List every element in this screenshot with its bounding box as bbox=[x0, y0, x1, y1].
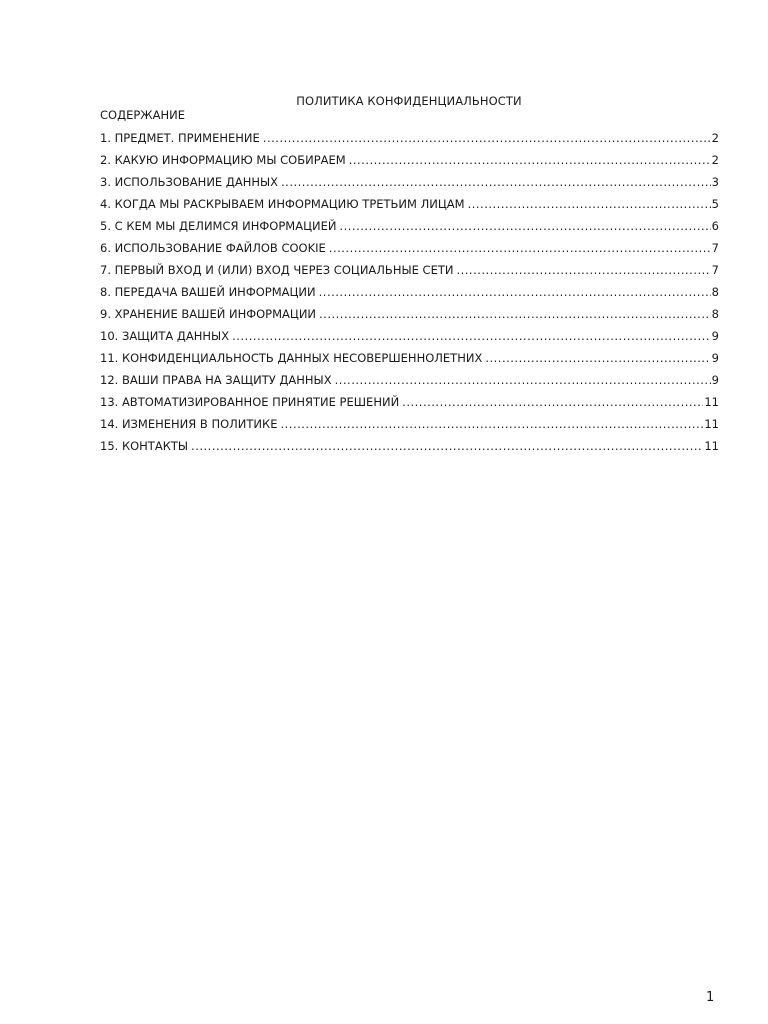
toc-entry-label: 3. ИСПОЛЬЗОВАНИЕ ДАННЫХ bbox=[100, 175, 279, 189]
toc-entry-page: 11 bbox=[704, 417, 719, 431]
toc-entry[interactable] bbox=[100, 128, 719, 150]
toc-dot-leader bbox=[456, 260, 710, 280]
toc-dot-leader bbox=[319, 282, 711, 302]
toc-dot-leader bbox=[319, 304, 711, 324]
toc-entry-label: 2. КАКУЮ ИНФОРМАЦИЮ МЫ СОБИРАЕМ bbox=[100, 153, 346, 167]
toc-dot-leader bbox=[191, 436, 703, 456]
toc-entry[interactable] bbox=[100, 172, 719, 194]
toc-dot-leader bbox=[349, 150, 711, 170]
toc-entry[interactable] bbox=[100, 150, 719, 172]
toc-entry-label: 11. КОНФИДЕНЦИАЛЬНОСТЬ ДАННЫХ НЕСОВЕРШЕННОЛЕТНИХ bbox=[100, 351, 483, 365]
toc-entry-page: 11 bbox=[704, 439, 719, 453]
toc-entry-page: 2 bbox=[711, 153, 719, 167]
toc-entry[interactable] bbox=[100, 326, 719, 348]
toc-dot-leader bbox=[232, 326, 711, 346]
toc-entry[interactable] bbox=[100, 348, 719, 370]
table-of-contents bbox=[100, 128, 719, 458]
toc-entry-page: 11 bbox=[704, 395, 719, 409]
toc-entry[interactable] bbox=[100, 304, 719, 326]
toc-entry-page: 5 bbox=[711, 197, 719, 211]
toc-entry-page: 8 bbox=[711, 307, 719, 321]
toc-entry-page: 7 bbox=[711, 241, 719, 255]
toc-entry[interactable] bbox=[100, 194, 719, 216]
toc-entry-label: 10. ЗАЩИТА ДАННЫХ bbox=[100, 329, 230, 343]
toc-entry-page: 6 bbox=[711, 219, 719, 233]
toc-entry-page: 7 bbox=[711, 263, 719, 277]
toc-entry-label: 13. АВТОМАТИЗИРОВАННОЕ ПРИНЯТИЕ РЕШЕНИЙ bbox=[100, 395, 400, 409]
toc-entry-label: 1. ПРЕДМЕТ. ПРИМЕНЕНИЕ bbox=[100, 131, 260, 145]
page-number: 1 bbox=[706, 990, 715, 1005]
toc-entry[interactable] bbox=[100, 370, 719, 392]
toc-entry-page: 2 bbox=[711, 131, 719, 145]
toc-entry[interactable] bbox=[100, 216, 719, 238]
toc-dot-leader bbox=[329, 238, 711, 258]
toc-dot-leader bbox=[335, 370, 711, 390]
toc-entry[interactable] bbox=[100, 414, 719, 436]
document-title: ПОЛИТИКА КОНФИДЕНЦИАЛЬНОСТИ bbox=[296, 94, 522, 108]
toc-entry[interactable] bbox=[100, 282, 719, 304]
toc-entry-page: 9 bbox=[711, 351, 719, 365]
toc-dot-leader bbox=[339, 216, 710, 236]
toc-entry-label: 14. ИЗМЕНЕНИЯ В ПОЛИТИКЕ bbox=[100, 417, 278, 431]
toc-entry-page: 9 bbox=[711, 329, 719, 343]
toc-entry-page: 8 bbox=[711, 285, 719, 299]
toc-entry[interactable] bbox=[100, 436, 719, 458]
toc-entry-label: 5. С КЕМ МЫ ДЕЛИМСЯ ИНФОРМАЦИЕЙ bbox=[100, 219, 337, 233]
toc-dot-leader bbox=[468, 194, 711, 214]
toc-heading: СОДЕРЖАНИЕ bbox=[100, 108, 186, 122]
toc-dot-leader bbox=[280, 414, 703, 434]
toc-dot-leader bbox=[402, 392, 703, 412]
toc-entry-label: 4. КОГДА МЫ РАСКРЫВАЕМ ИНФОРМАЦИЮ ТРЕТЬИМ ЛИЦАМ bbox=[100, 197, 465, 211]
toc-entry-label: 15. КОНТАКТЫ bbox=[100, 439, 189, 453]
toc-dot-leader bbox=[281, 172, 711, 192]
toc-entry-label: 7. ПЕРВЫЙ ВХОД И (ИЛИ) ВХОД ЧЕРЕЗ СОЦИАЛЬНЫЕ СЕТИ bbox=[100, 263, 454, 277]
toc-entry-label: 9. ХРАНЕНИЕ ВАШЕЙ ИНФОРМАЦИИ bbox=[100, 307, 317, 321]
toc-entry-label: 12. ВАШИ ПРАВА НА ЗАЩИТУ ДАННЫХ bbox=[100, 373, 332, 387]
toc-entry-page: 3 bbox=[711, 175, 719, 189]
toc-entry-label: 8. ПЕРЕДАЧА ВАШЕЙ ИНФОРМАЦИИ bbox=[100, 285, 316, 299]
toc-entry-page: 9 bbox=[711, 373, 719, 387]
toc-entry[interactable] bbox=[100, 392, 719, 414]
toc-entry[interactable] bbox=[100, 238, 719, 260]
toc-dot-leader bbox=[263, 128, 711, 148]
toc-entry[interactable] bbox=[100, 260, 719, 282]
toc-entry-label: 6. ИСПОЛЬЗОВАНИЕ ФАЙЛОВ COOKIE bbox=[100, 241, 326, 255]
toc-dot-leader bbox=[485, 348, 710, 368]
